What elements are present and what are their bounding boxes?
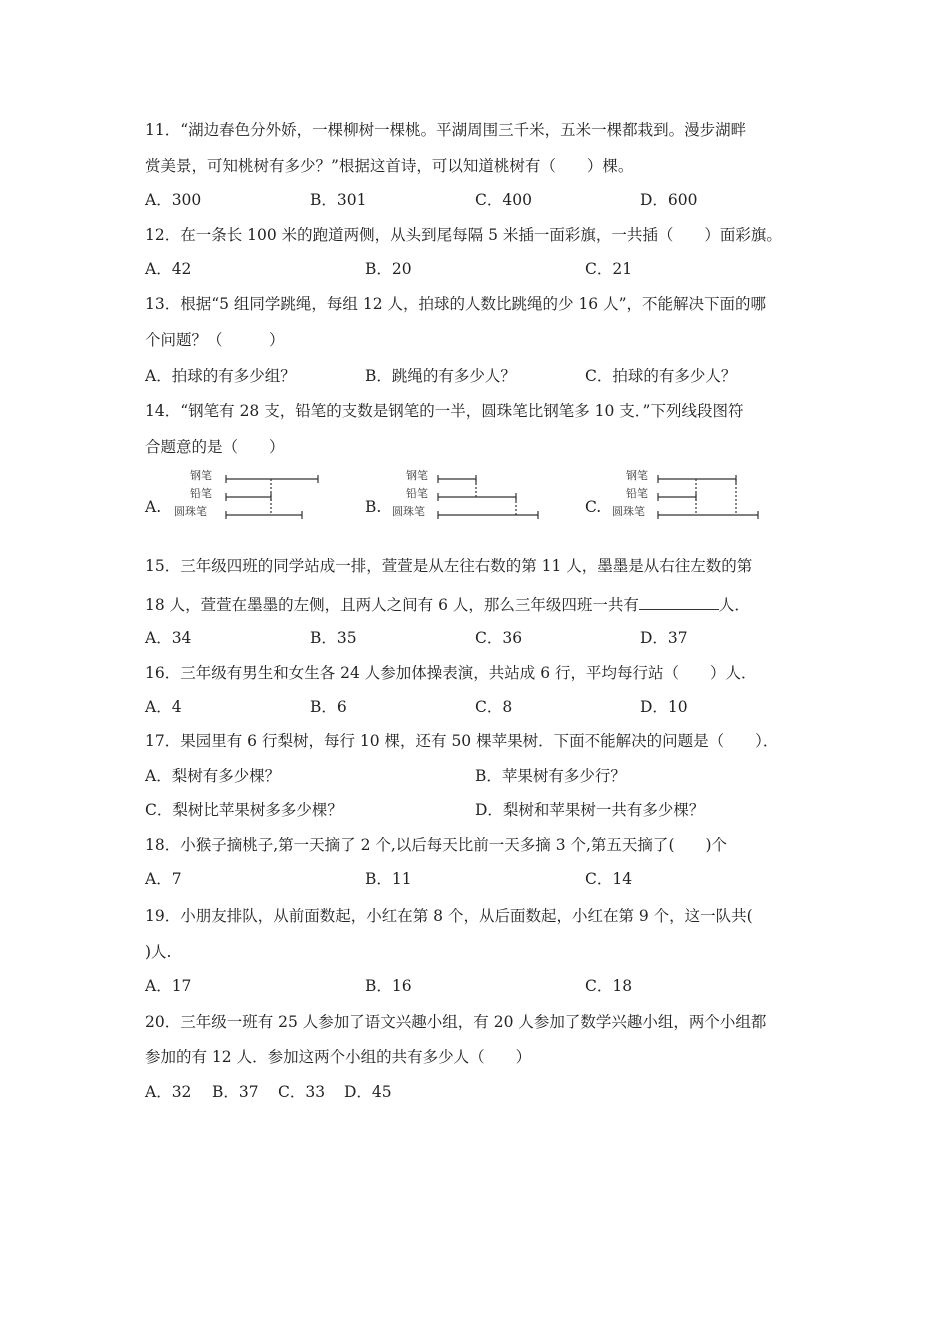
q17-line-1: 17．果园里有 6 行梨树，每行 10 棵，还有 50 棵苹果树．下面不能解决的问题是（ ）． [145,732,779,750]
q15-line-1: 15．三年级四班的同学站成一排，萱萱是从左往右数的第 11 人，墨墨是从右往左数的第 [145,557,753,575]
q20-line-1: 20．三年级一班有 25 人参加了语文兴趣小组，有 20 人参加了数学兴趣小组，两个小组都 [145,1013,767,1031]
q14-line-2: 合题意的是（ ） [145,438,285,456]
q14-option-c: C. [585,498,602,516]
q20-option-a: A．32 [145,1083,192,1101]
q14-diagram-c [608,466,768,524]
label-pencil: 铅笔 [190,487,212,500]
q18-option-b: B．11 [365,870,412,888]
q16-line-1: 16．三年级有男生和女生各 24 人参加体操表演，共站成 6 行，平均每行站（ ）人． [145,664,757,682]
q20-option-c: C．33 [278,1083,326,1101]
q20-line-2: 参加的有 12 人．参加这两个小组的共有多少人（ ） [145,1048,532,1066]
label-pencil: 铅笔 [626,487,648,500]
label-ballpen: 圆珠笔 [392,505,425,518]
q15-line-2 [145,595,750,615]
q14-line-1: 14．“钢笔有 28 支，铅笔的支数是钢笔的一半，圆珠笔比钢笔多 10 支．”下列线段图符 [145,402,744,420]
q19-line-2: )人. [145,943,172,961]
q13-line-2: 个问题？（ ） [145,331,285,349]
q15-option-a: A．34 [145,629,192,647]
q16-option-d: D．10 [640,698,688,716]
q13-option-b: B．跳绳的有多少人？ [365,367,516,385]
q16-option-c: C．8 [475,698,513,716]
q11-option-c: C．400 [475,191,532,209]
q18-option-c: C．14 [585,870,633,888]
q19-line-1: 19．小朋友排队，从前面数起，小红在第 8 个，从后面数起，小红在第 9 个，这一队共( [145,907,753,925]
q15-option-b: B．35 [310,629,357,647]
q14-diagram-a [168,466,328,524]
q17-option-b: B．苹果树有多少行？ [475,767,626,785]
q19-option-c: C．18 [585,977,633,995]
q17-option-a: A．梨树有多少棵？ [145,767,281,785]
label-ballpen: 圆珠笔 [174,505,207,518]
q15-option-c: C．36 [475,629,523,647]
q12-option-b: B．20 [365,260,412,278]
answer-blank[interactable] [639,595,719,610]
q12-option-c: C．21 [585,260,633,278]
label-pen: 钢笔 [626,469,648,482]
q17-option-d: D．梨树和苹果树一共有多少棵？ [475,801,705,819]
q15-line-2-text: 18 人，萱萱在墨墨的左侧，且两人之间有 6 人，那么三年级四班一共有 [145,596,639,614]
q15-line-2-end: 人． [718,596,750,614]
q13-option-c: C．拍球的有多少人？ [585,367,737,385]
q12-option-a: A．42 [145,260,192,278]
label-pen: 钢笔 [406,469,428,482]
q14-diagram-b [388,466,548,524]
q17-option-c: C．梨树比苹果树多多少棵？ [145,801,343,819]
q20-option-d: D．45 [344,1083,392,1101]
q14-option-b: B. [365,498,382,516]
label-pencil: 铅笔 [406,487,428,500]
q16-option-b: B．6 [310,698,347,716]
q19-option-a: A．17 [145,977,192,995]
q11-line-2: 赏美景，可知桃树有多少？”根据这首诗，可以知道桃树有（ ）棵。 [145,157,634,175]
q11-option-a: A．300 [145,191,202,209]
q14-option-a: A. [145,498,162,516]
q13-option-a: A．拍球的有多少组？ [145,367,296,385]
q16-option-a: A．4 [145,698,182,716]
q11-line-1: 11．“湖边春色分外娇，一棵柳树一棵桃。平湖周围三千米，五米一棵都栽到。漫步湖畔 [145,121,747,139]
label-ballpen: 圆珠笔 [612,505,645,518]
q19-option-b: B．16 [365,977,412,995]
q15-option-d: D．37 [640,629,688,647]
q13-line-1: 13．根据“5 组同学跳绳，每组 12 人，拍球的人数比跳绳的少 16 人”，不能解决下面的哪 [145,295,767,313]
q20-option-b: B．37 [212,1083,259,1101]
q18-option-a: A．7 [145,870,182,888]
label-pen: 钢笔 [190,469,212,482]
q11-option-d: D．600 [640,191,698,209]
q18-line-1: 18．小猴子摘桃子,第一天摘了 2 个,以后每天比前一天多摘 3 个,第五天摘了( )个 [145,836,728,854]
q12-line-1: 12．在一条长 100 米的跑道两侧，从头到尾每隔 5 米插一面彩旗，一共插（ ）面彩旗。 [145,226,782,244]
q11-option-b: B．301 [310,191,367,209]
